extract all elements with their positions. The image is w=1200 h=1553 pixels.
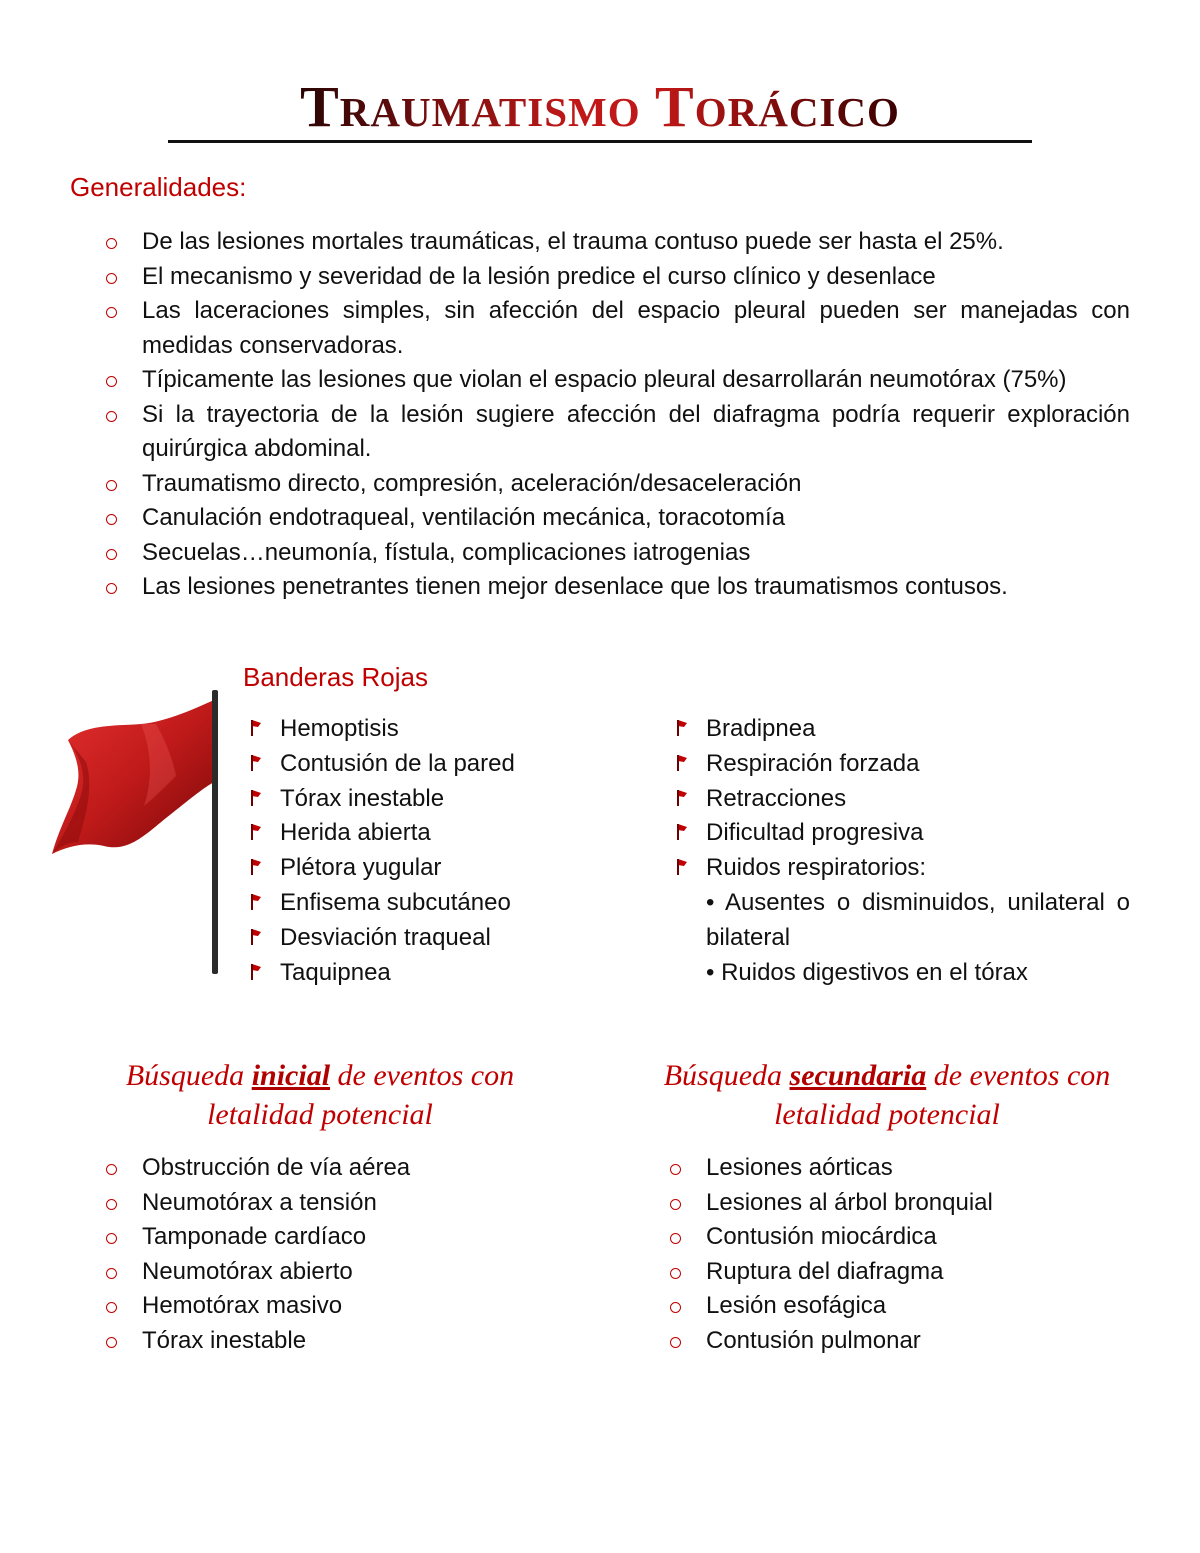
circle-bullet-icon xyxy=(670,1199,681,1210)
list-item: Si la trayectoria de la lesión sugiere afección del diafragma podría requerir exploración quirúrgica abdominal. xyxy=(106,398,1130,467)
title-underline xyxy=(168,140,1032,143)
page-title-text: Traumatismo Torácico xyxy=(300,74,900,139)
flag-bullet-icon xyxy=(249,823,265,841)
banderas-right-list xyxy=(669,712,1130,886)
list-item: Enfisema subcutáneo xyxy=(243,886,623,921)
circle-bullet-icon xyxy=(106,1233,117,1244)
circle-bullet-icon xyxy=(106,1199,117,1210)
circle-bullet-icon xyxy=(106,549,117,560)
list-item: Neumotórax a tensión xyxy=(106,1186,586,1221)
circle-bullet-icon xyxy=(106,1302,117,1313)
circle-bullet-icon xyxy=(670,1337,681,1348)
list-item: Herida abierta xyxy=(243,816,623,851)
secundaria-heading: Búsqueda secundaria de eventos con letalidad potencial xyxy=(663,1059,1111,1131)
list-item: Tórax inestable xyxy=(106,1324,586,1359)
circle-bullet-icon xyxy=(106,1337,117,1348)
flag-bullet-icon xyxy=(249,928,265,946)
banderas-heading: Banderas Rojas xyxy=(243,662,428,692)
inicial-list xyxy=(106,1151,586,1358)
ruidos-sub-item-1: • Ausentes o disminuidos, unilateral o bilateral xyxy=(706,889,1130,951)
list-item: Las laceraciones simples, sin afección del espacio pleural pueden ser manejadas con medidas conservadoras. xyxy=(106,294,1130,363)
list-item: Neumotórax abierto xyxy=(106,1255,586,1290)
flag-bullet-icon xyxy=(675,754,691,772)
flag-bullet-icon xyxy=(249,789,265,807)
ruidos-sub-item-2: • Ruidos digestivos en el tórax xyxy=(706,959,1028,986)
list-item: Contusión de la pared xyxy=(243,747,623,782)
circle-bullet-icon xyxy=(106,583,117,594)
flag-bullet-icon xyxy=(249,858,265,876)
circle-bullet-icon xyxy=(106,238,117,249)
circle-bullet-icon xyxy=(106,273,117,284)
list-item: Taquipnea xyxy=(243,956,623,991)
list-item: Hemotórax masivo xyxy=(106,1289,586,1324)
list-item: El mecanismo y severidad de la lesión predice el curso clínico y desenlace xyxy=(106,260,1130,295)
flag-bullet-icon xyxy=(675,823,691,841)
generalidades-list xyxy=(106,225,1130,605)
list-item: Retracciones xyxy=(669,782,1130,817)
circle-bullet-icon xyxy=(670,1268,681,1279)
list-item: Tórax inestable xyxy=(243,782,623,817)
list-item: Ruptura del diafragma xyxy=(670,1255,1130,1290)
list-item: Contusión pulmonar xyxy=(670,1324,1130,1359)
list-item: Tamponade cardíaco xyxy=(106,1220,586,1255)
banderas-left-list xyxy=(243,712,623,990)
list-item: Plétora yugular xyxy=(243,851,623,886)
flag-bullet-icon xyxy=(249,893,265,911)
generalidades-heading: Generalidades: xyxy=(70,172,247,202)
flag-bullet-icon xyxy=(249,963,265,981)
circle-bullet-icon xyxy=(670,1302,681,1313)
list-item: Lesiones aórticas xyxy=(670,1151,1130,1186)
circle-bullet-icon xyxy=(106,1268,117,1279)
circle-bullet-icon xyxy=(106,514,117,525)
circle-bullet-icon xyxy=(670,1233,681,1244)
list-item: Secuelas…neumonía, fístula, complicaciones iatrogenias xyxy=(106,536,1130,571)
secundaria-list xyxy=(670,1151,1130,1358)
flag-bullet-icon xyxy=(675,858,691,876)
secundaria-heading-emphasis: secundaria xyxy=(789,1059,927,1092)
list-item: Obstrucción de vía aérea xyxy=(106,1151,586,1186)
circle-bullet-icon xyxy=(106,480,117,491)
inicial-heading-emphasis: inicial xyxy=(251,1059,331,1092)
list-item: Bradipnea xyxy=(669,712,1130,747)
page-title xyxy=(0,74,1200,139)
list-item: Contusión miocárdica xyxy=(670,1220,1130,1255)
circle-bullet-icon xyxy=(106,1164,117,1175)
list-item: Desviación traqueal xyxy=(243,921,623,956)
circle-bullet-icon xyxy=(670,1164,681,1175)
flag-bullet-icon xyxy=(675,719,691,737)
list-item: Dificultad progresiva xyxy=(669,816,1130,851)
circle-bullet-icon xyxy=(106,411,117,422)
inicial-heading: Búsqueda inicial de eventos con letalidad potencial xyxy=(125,1059,515,1131)
list-item: Las lesiones penetrantes tienen mejor desenlace que los traumatismos contusos. xyxy=(106,570,1130,605)
circle-bullet-icon xyxy=(106,376,117,387)
list-item: Lesión esofágica xyxy=(670,1289,1130,1324)
flag-bullet-icon xyxy=(675,789,691,807)
red-flag-icon xyxy=(46,686,226,976)
list-item: Traumatismo directo, compresión, aceleración/desaceleración xyxy=(106,467,1130,502)
flag-bullet-icon xyxy=(249,754,265,772)
list-item: Hemoptisis xyxy=(243,712,623,747)
list-item: Canulación endotraqueal, ventilación mecánica, toracotomía xyxy=(106,501,1130,536)
flag-bullet-icon xyxy=(249,719,265,737)
list-item: Lesiones al árbol bronquial xyxy=(670,1186,1130,1221)
list-item: Ruidos respiratorios: xyxy=(669,851,1130,886)
list-item: Respiración forzada xyxy=(669,747,1130,782)
circle-bullet-icon xyxy=(106,307,117,318)
list-item: De las lesiones mortales traumáticas, el trauma contuso puede ser hasta el 25%. xyxy=(106,225,1130,260)
list-item: Típicamente las lesiones que violan el espacio pleural desarrollarán neumotórax (75%) xyxy=(106,363,1130,398)
